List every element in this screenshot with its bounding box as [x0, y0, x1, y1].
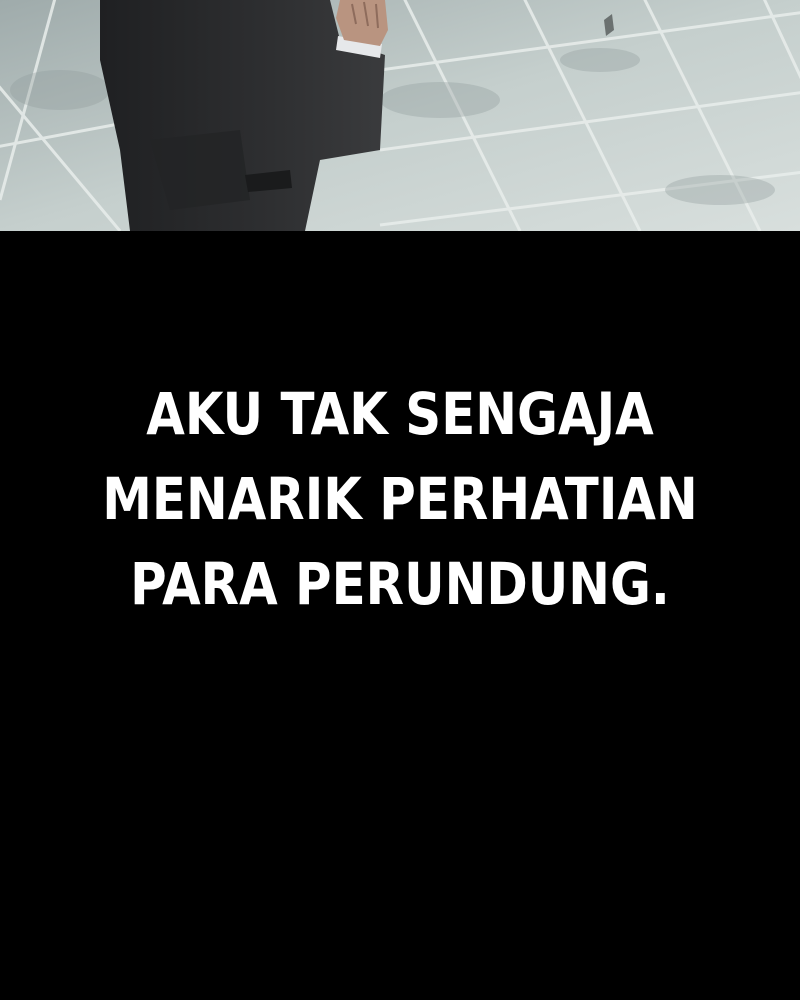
comic-panel-illustration [0, 0, 800, 231]
caption-line: AKU TAK SENGAJA [146, 380, 654, 448]
caption-line: PARA PERUNDUNG. [130, 550, 670, 618]
hallway-floor-scene [0, 0, 800, 231]
caption-text [56, 372, 744, 627]
caption-line: MENARIK PERHATIAN [102, 465, 698, 533]
hand [336, 0, 388, 46]
